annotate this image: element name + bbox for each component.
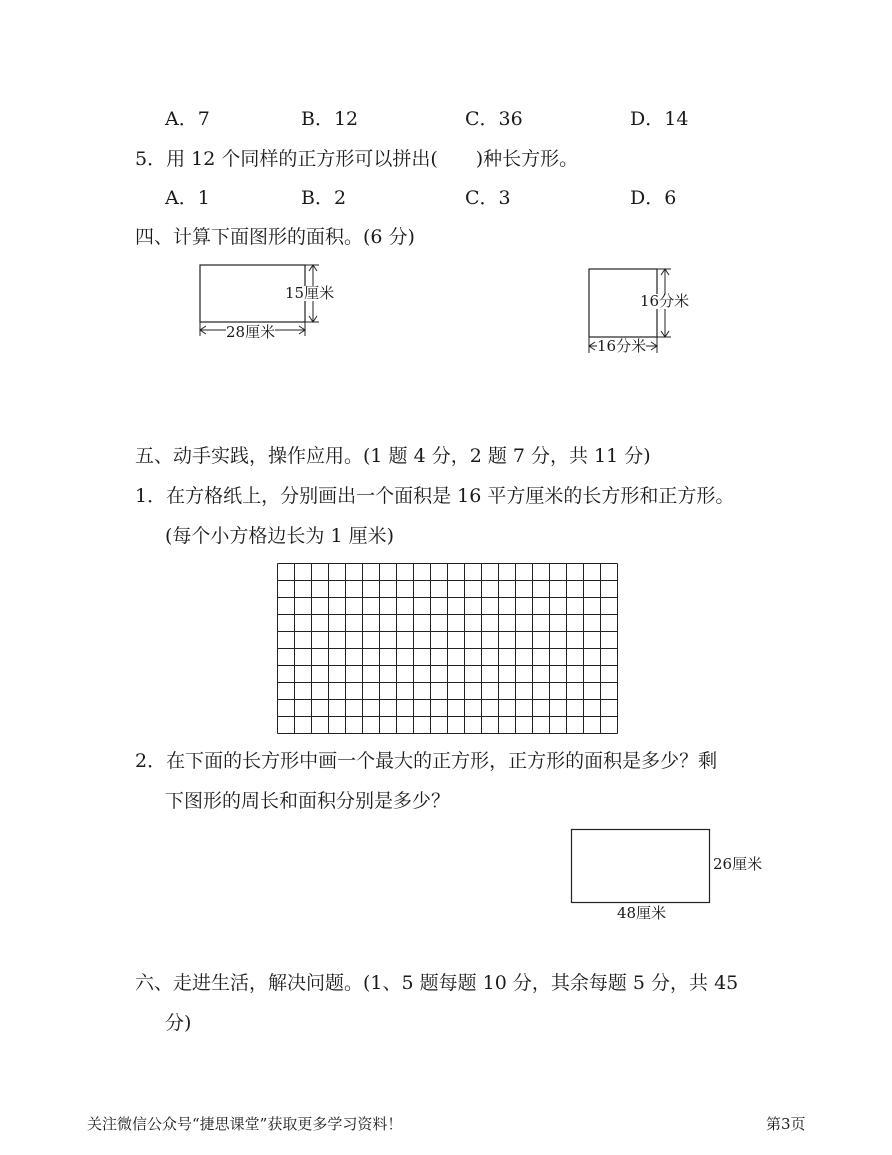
fig2-width-label: 16分米 [597,337,647,355]
q5-option-d: D．6 [630,187,677,209]
section5-q1-line1: 1．在方格纸上，分别画出一个面积是 16 平方厘米的长方形和正方形。 [135,485,735,507]
section5-title: 五、动手实践，操作应用。(1 题 4 分，2 题 7 分，共 11 分) [135,445,651,467]
fig1-height-label: 15厘米 [285,284,335,302]
q2-fig-height-label: 26厘米 [713,855,763,873]
section5-q2-line2: 下图形的周长和面积分别是多少？ [165,790,451,812]
q4-option-c: C．36 [465,108,523,130]
q5-option-b: B．2 [301,187,347,209]
grid-paper [277,563,619,734]
footer-promo: 关注微信公众号“捷思课堂”获取更多学习资料！ [87,1115,403,1133]
q5-option-a: A．1 [165,187,210,209]
fig2-height-label: 16分米 [640,292,690,310]
q2-fig-width-label: 48厘米 [617,904,667,922]
section5-q1-line2: (每个小方格边长为 1 厘米) [165,525,394,547]
fig1-width-label: 28厘米 [226,323,276,341]
q4-option-d: D．14 [630,108,689,130]
section5-q2-line1: 2．在下面的长方形中画一个最大的正方形，正方形的面积是多少？剩 [135,750,718,772]
q5-option-c: C．3 [465,187,511,209]
q4-option-a: A．7 [165,108,210,130]
page-number: 第3页 [766,1115,806,1133]
section4-title: 四、计算下面图形的面积。(6 分) [135,226,415,248]
section6-title-line1: 六、走进生活，解决问题。(1、5 题每题 10 分，其余每题 5 分，共 45 [135,972,739,994]
section5-q2-rectangle-figure [571,829,711,905]
section6-title-line2: 分) [165,1012,192,1034]
q4-option-b: B．12 [301,108,359,130]
q5-question: 5．用 12 个同样的正方形可以拼出( )种长方形。 [135,148,579,170]
